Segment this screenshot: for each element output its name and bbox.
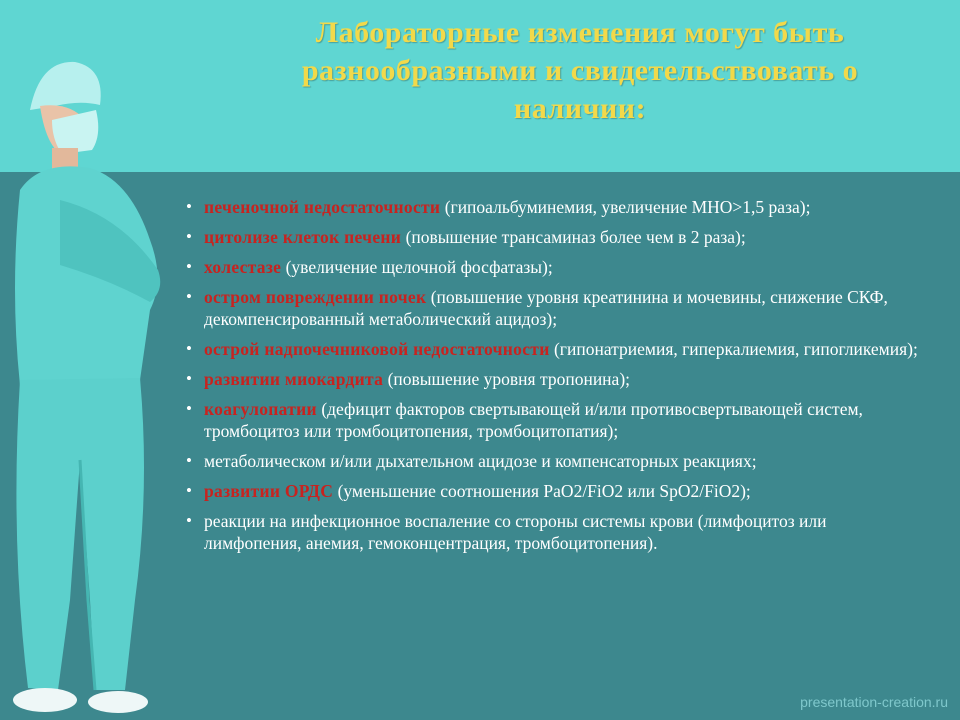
item-highlight: коагулопатии <box>204 399 317 419</box>
bullet-icon: • <box>186 369 192 388</box>
slide-title: Лабораторные изменения могут быть разнообразными и свидетельствовать о наличии: <box>301 16 859 125</box>
bullet-icon: • <box>186 481 192 500</box>
list-item <box>186 196 926 218</box>
watermark: presentation-creation.ru <box>800 694 948 710</box>
item-highlight: развитии миокардита <box>204 369 384 389</box>
item-text: (повышение уровня тропонина); <box>387 369 631 389</box>
list-item <box>186 450 926 472</box>
list-item <box>186 510 926 554</box>
item-text: (дефицит факторов свертывающей и/или противосвертывающей систем, тромбоцитоз или тромбоцитопения, тромбоцитопатия); <box>204 399 863 441</box>
item-text: (повышение трансаминаз более чем в 2 раза); <box>405 227 746 247</box>
doctor-illustration <box>0 40 200 720</box>
bullet-icon: • <box>186 287 192 306</box>
item-highlight: холестазе <box>204 257 282 277</box>
list-item <box>186 226 926 248</box>
bullet-icon: • <box>186 339 192 358</box>
item-highlight: остром повреждении почек <box>204 287 427 307</box>
list-item <box>186 256 926 278</box>
item-text: (увеличение щелочной фосфатазы); <box>285 257 553 277</box>
item-highlight: цитолизе клеток печени <box>204 227 402 247</box>
list-item <box>186 398 926 442</box>
bullet-icon: • <box>186 451 192 470</box>
item-text: (повышение уровня креатинина и мочевины, снижение СКФ, декомпенсированный метаболический ацидоз); <box>204 287 888 329</box>
item-highlight: развитии ОРДС <box>204 481 334 501</box>
item-text: (уменьшение соотношения PaO2/FiO2 или SpO2/FiO2); <box>337 481 751 501</box>
item-text: (гипонатриемия, гиперкалиемия, гипогликемия); <box>553 339 918 359</box>
bullet-list-container <box>186 196 926 562</box>
list-item <box>186 480 926 502</box>
list-item <box>186 338 926 360</box>
item-text: реакции на инфекционное воспаление со стороны системы крови (лимфоцитоз или лимфопения, анемия, гемоконцентрация, тромбоцитопения). <box>204 511 827 553</box>
bullet-icon: • <box>186 399 192 418</box>
item-text: (гипоальбуминемия, увеличение МНО>1,5 раза); <box>444 197 811 217</box>
list-item <box>186 368 926 390</box>
item-highlight: печеночной недостаточности <box>204 197 441 217</box>
list-item <box>186 286 926 330</box>
item-text: метаболическом и/или дыхательном ацидозе и компенсаторных реакциях; <box>204 451 757 471</box>
bullet-icon: • <box>186 257 192 276</box>
bullet-icon: • <box>186 227 192 246</box>
bullet-list <box>186 196 926 554</box>
item-highlight: острой надпочечниковой недостаточности <box>204 339 550 359</box>
bullet-icon: • <box>186 197 192 216</box>
bullet-icon: • <box>186 511 192 530</box>
